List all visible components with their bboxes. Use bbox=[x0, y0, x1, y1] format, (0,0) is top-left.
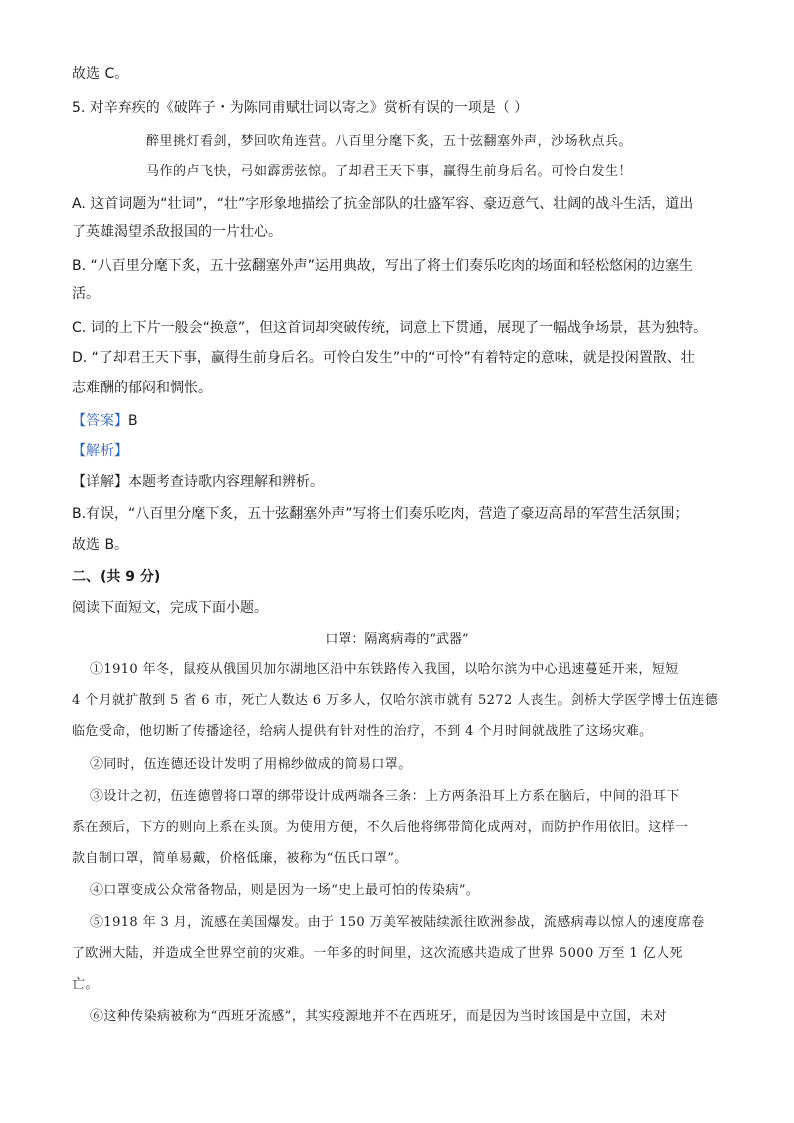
text-line: 故选 C。 bbox=[72, 66, 129, 82]
detail-line bbox=[72, 472, 732, 492]
passage-line: ③设计之初，伍连德曾将口罩的绑带设计成两端各三条：上方两条沿耳上方系在脑后，中间的沿耳下 bbox=[90, 789, 680, 804]
passage-line: 亡。 bbox=[72, 977, 99, 992]
option-b: B. “八百里分麾下炙，五十弦翻塞外声”运用典故，写出了将士们奏乐吃肉的场面和轻松悠闲的边塞生 bbox=[72, 258, 694, 274]
option-d-cont: 志难酬的郁闷和惆怅。 bbox=[72, 380, 212, 396]
poem-line: 醉里挑灯看剑，梦回吹角连营。八百里分麾下炙，五十弦翻塞外声，沙场秋点兵。 bbox=[146, 134, 633, 149]
detail-tag: 【详解】 bbox=[72, 474, 128, 490]
passage-line: ⑤1918 年 3 月，流感在美国爆发。由于 150 万美军被陆续派往欧洲参战，流感病毒以惊人的速度席卷 bbox=[90, 915, 705, 930]
passage-title: 口罩：隔离病毒的“武器” bbox=[325, 632, 469, 647]
passage-line: ①1910 年冬，鼠疫从俄国贝加尔湖地区沿中东铁路传入我国，以哈尔滨为中心迅速蔓延开来，短短 bbox=[90, 662, 679, 677]
answer-line bbox=[72, 411, 732, 431]
poem-line: 马作的卢飞快，弓如霹雳弦惊。了却君王天下事，赢得生前身后名。可怜白发生！ bbox=[146, 164, 633, 179]
section-heading: 二、(共 9 分) bbox=[72, 569, 161, 585]
option-d: D. “了却君王天下事，赢得生前身后名。可怜白发生”中的“可怜”有着特定的意味，就是投闲置散、壮 bbox=[72, 350, 695, 366]
passage-line: 了欧洲大陆，并造成全世界空前的灾难。一年多的时间里，这次流感共造成了世界 5000 万至 1 亿人死 bbox=[72, 946, 683, 961]
passage-line: 4 个月就扩散到 5 省 6 市，死亡人数达 6 万多人，仅哈尔滨市就有 5272 人丧生。剑桥大学医学博士伍连德 bbox=[72, 693, 719, 708]
passage-line: 款自制口罩，简单易戴，价格低廉，被称为“伍氏口罩”。 bbox=[72, 851, 408, 866]
passage-line: ②同时，伍连德还设计发明了用棉纱做成的简易口罩。 bbox=[90, 757, 412, 772]
option-a: A. 这首词题为“壮词”，“壮”字形象地描绘了抗金部队的壮盛军容、豪迈意气、壮阔的战斗生活，道出 bbox=[72, 196, 694, 212]
reading-instruction: 阅读下面短文，完成下面小题。 bbox=[72, 600, 268, 616]
detail-text: 本题考查诗歌内容理解和辨析。 bbox=[128, 474, 324, 490]
question-5: 5. 对辛弃疾的《破阵子・为陈同甫赋壮词以寄之》赏析有误的一项是（ ） bbox=[72, 100, 529, 116]
passage-line: ⑥这种传染病被称为“西班牙流感”，其实疫源地并不在西班牙，而是因为当时该国是中立国，未对 bbox=[90, 1009, 667, 1024]
conclusion-line: 故选 B。 bbox=[72, 537, 129, 553]
passage-line: ④口罩变成公众常备物品，则是因为一场“史上最可怕的传染病”。 bbox=[90, 883, 480, 898]
option-b-cont: 活。 bbox=[72, 286, 100, 302]
passage-line: 临危受命，他切断了传播途径，给病人提供有针对性的治疗，不到 4 个月时间就战胜了这场灾难。 bbox=[72, 724, 653, 739]
passage-line: 系在颈后，下方的则向上系在头顶。为使用方便，不久后他将绑带简化成两对，而防护作用依旧。这样一 bbox=[72, 820, 689, 835]
explanation-line: B.有误，“八百里分麾下炙，五十弦翻塞外声”写将士们奏乐吃肉，营造了豪迈高昂的军营生活氛围； bbox=[72, 506, 689, 522]
option-a-cont: 了英雄渴望杀敌报国的一片壮心。 bbox=[72, 224, 282, 240]
option-c: C. 词的上下片一般会“换意”，但这首词却突破传统，词意上下贯通，展现了一幅战争场景，甚为独特。 bbox=[72, 320, 708, 336]
answer-tag: 【答案】 bbox=[72, 413, 128, 429]
answer-value: B bbox=[128, 413, 138, 429]
analysis-tag: 【解析】 bbox=[72, 443, 128, 459]
